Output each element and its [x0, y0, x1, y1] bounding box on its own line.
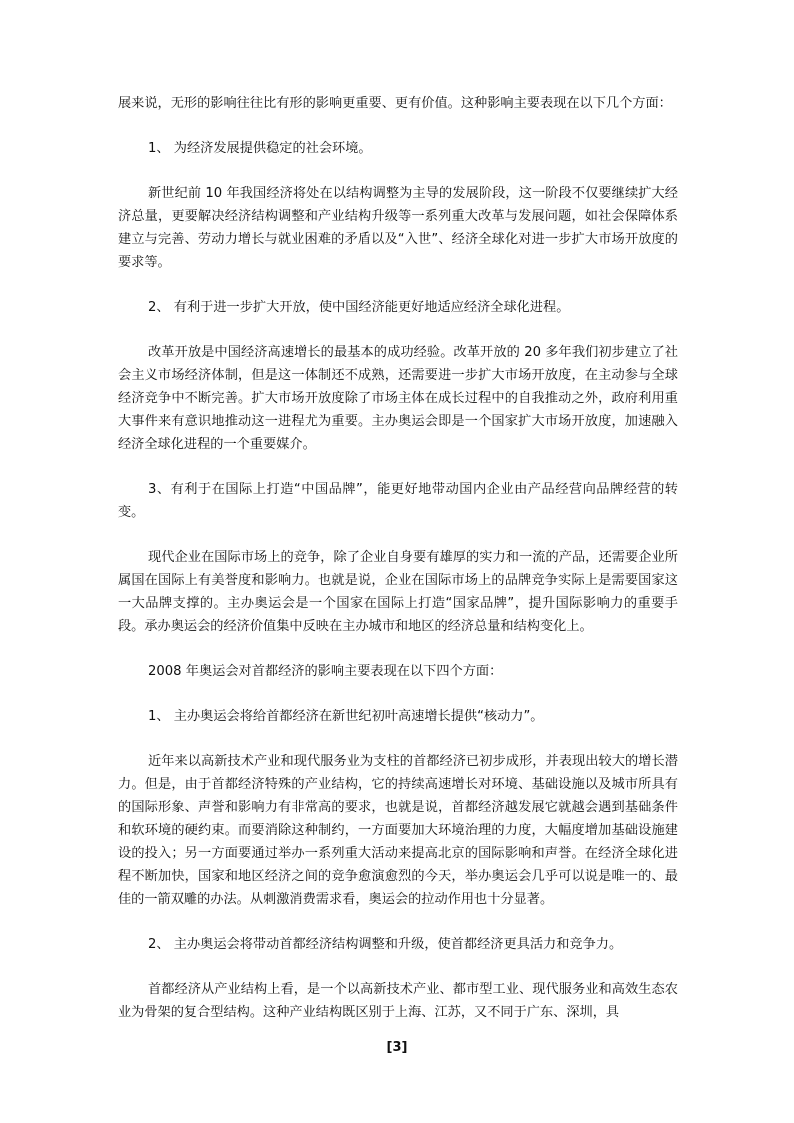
paragraph-1: 展来说，无形的影响往往比有形的影响更重要、更有价值。这种影响主要表现在以下几个方面：	[118, 96, 672, 111]
paragraph-2: 新世纪前 10 年我国经济将处在以结构调整为主导的发展阶段，这一阶段不仅要继续扩大经济总量，更要解决经济结构调整和产业结构升级等一系列重大改革与发展问题，如社会保障体系建立与完善、劳动力增长与就业困难的矛盾以及“入世”、经济全球化对进一步扩大市场开放度的要求等。	[118, 186, 678, 270]
paragraph-5: 近年来以高新技术产业和现代服务业为支柱的首都经济已初步成形，并表现出较大的增长潜力。但是，由于首都经济特殊的产业结构，它的持续高速增长对环境、基础设施以及城市所具有的国际形象、声誉和影响力有非常高的要求，也就是说，首都经济越发展它就越会遇到基础条件和软环境的硬约束。而要消除这种制约，一方面要加大环境治理的力度，大幅度增加基础设施建设的投入；另一方面要通过举办一系列重大活动来提高北京的国际影响和声誉。在经济全球化进程不断加快，国家和地区经济之间的竞争愈演愈烈的今天，举办奥运会几乎可以说是唯一的、最佳的一箭双雕的办法。从刺激消费需求看，奥运会的拉动作用也十分显著。	[118, 754, 678, 907]
paragraph-4: 现代企业在国际市场上的竞争，除了企业自身要有雄厚的实力和一流的产品，还需要企业所属国在国际上有美誉度和影响力。也就是说，企业在国际市场上的品牌竞争实际上是需要国家这一大品牌支撑的。主办奥运会是一个国家在国际上打造“国家品牌”，提升国际影响力的重要手段。承办奥运会的经济价值集中反映在主办城市和地区的经济总量和结构变化上。	[118, 550, 678, 634]
paragraph-3: 改革开放是中国经济高速增长的最基本的成功经验。改革开放的 20 多年我们初步建立了社会主义市场经济体制，但是这一体制还不成熟，还需要进一步扩大市场开放度，在主动参与全球经济竞争中不断完善。扩大市场开放度除了市场主体在成长过程中的自我推动之外，政府利用重大事件来有意识地推动这一进程尤为重要。主办奥运会即是一个国家扩大市场开放度，加速融入经济全球化进程的一个重要媒介。	[118, 345, 678, 452]
list-item-5: 2、 主办奥运会将带动首都经济结构调整和升级，使首都经济更具活力和竞争力。	[148, 937, 623, 952]
body-text	[118, 92, 678, 1024]
list-item-4: 1、 主办奥运会将给首都经济在新世纪初叶高速增长提供“核动力”。	[148, 709, 544, 724]
list-item-2: 2、 有利于进一步扩大开放，使中国经济能更好地适应经济全球化进程。	[148, 300, 570, 315]
section-intro: 2008 年奥运会对首都经济的影响主要表现在以下四个方面：	[148, 664, 503, 679]
list-item-3: 3、有利于在国际上打造“中国品牌”，能更好地带动国内企业由产品经营向品牌经营的转变。	[118, 482, 678, 520]
paragraph-6: 首都经济从产业结构上看，是一个以高新技术产业、都市型工业、现代服务业和高效生态农业为骨架的复合型结构。这种产业结构既区别于上海、江苏，又不同于广东、深圳，具	[118, 982, 678, 1020]
page-number: [3]	[386, 1040, 408, 1055]
list-item-1: 1、 为经济发展提供稳定的社会环境。	[148, 141, 372, 156]
